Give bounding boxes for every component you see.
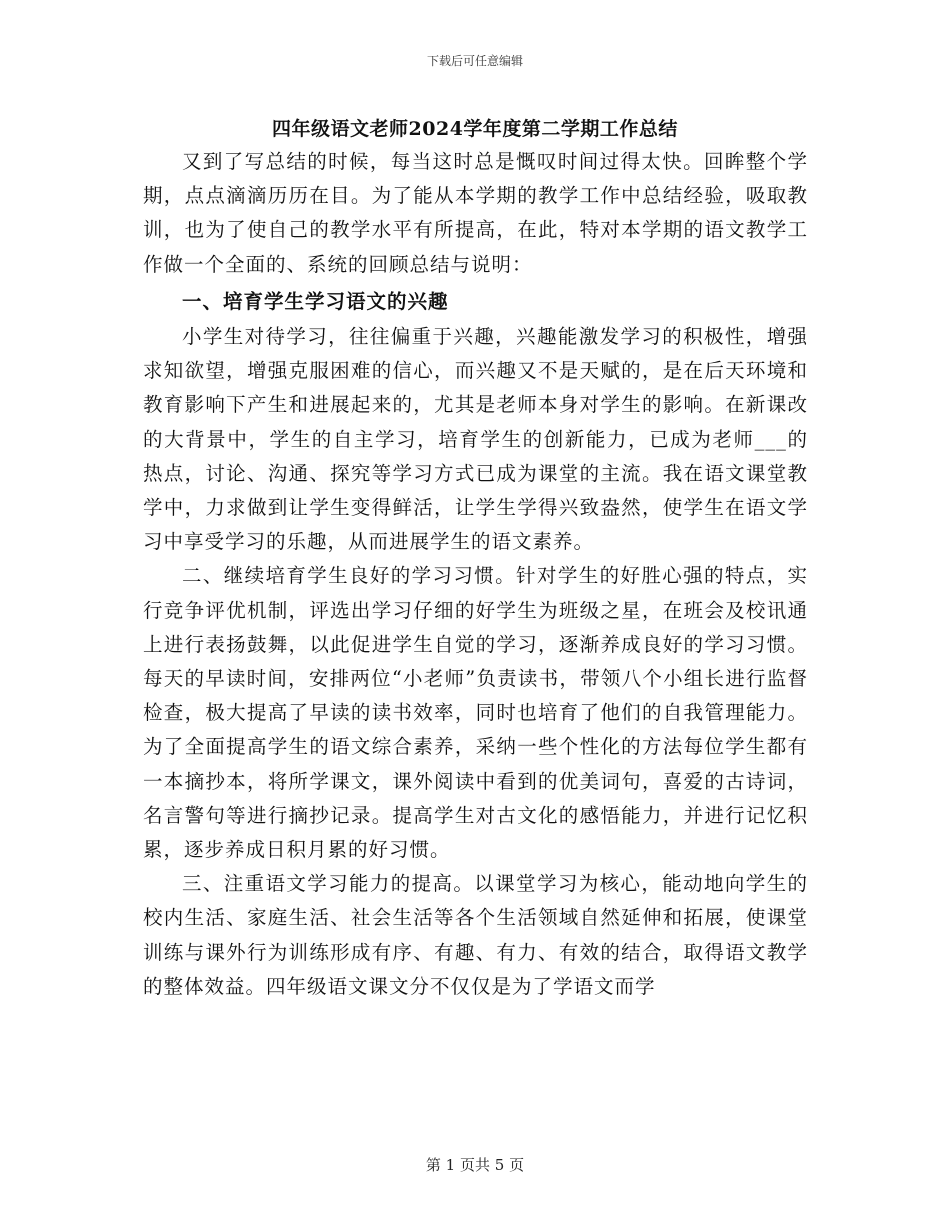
section-heading: 一、培育学生学习语文的兴趣 bbox=[182, 289, 449, 313]
page-header-note: 下载后可任意编辑 bbox=[426, 54, 523, 68]
document-body bbox=[143, 145, 808, 1004]
page-number-indicator: 第 1 页共 5 页 bbox=[425, 1156, 525, 1174]
intro-paragraph: 又到了写总结的时候，每当这时总是慨叹时间过得太快。回眸整个学期，点点滴滴历历在目。为了能从本学期的教学工作中总结经验，吸取教训，也为了使自己的教学水平有所提高，在此，特对本学期的语文教学工作做一个全面的、系统的回顾总结与说明： bbox=[143, 150, 808, 276]
body-paragraph: 三、注重语文学习能力的提高。以课堂学习为核心，能动地向学生的校内生活、家庭生活、社会生活等各个生活领域自然延伸和拓展，使课堂训练与课外行为训练形成有序、有趣、有力、有效的结合，取得语文教学的整体效益。四年级语文课文分不仅仅是为了学语文而学 bbox=[143, 872, 808, 998]
body-paragraph: 小学生对待学习，往往偏重于兴趣，兴趣能激发学习的积极性，增强求知欲望，增强克服困难的信心，而兴趣又不是天赋的，是在后天环境和教育影响下产生和进展起来的，尤其是老师本身对学生的影响。在新课改的大背景中，学生的自主学习，培育学生的创新能力，已成为老师___的热点，讨论、沟通、探究等学习方式已成为课堂的主流。我在语文课堂教学中，力求做到让学生变得鲜活，让学生学得兴致盎然，使学生在语文学习中享受学习的乐趣，从而进展学生的语文素养。 bbox=[143, 325, 808, 554]
body-paragraph: 二、继续培育学生良好的学习习惯。针对学生的好胜心强的特点，实行竞争评优机制，评选出学习仔细的好学生为班级之星，在班会及校讯通上进行表扬鼓舞，以此促进学生自觉的学习，逐渐养成良好的学习习惯。每天的早读时间，安排两位“小老师”负责读书，带领八个小组长进行监督检查，极大提高了早读的读书效率，同时也培育了他们的自我管理能力。为了全面提高学生的语文综合素养，采纳一些个性化的方法每位学生都有一本摘抄本，将所学课文，课外阅读中看到的优美词句，喜爱的古诗词，名言警句等进行摘抄记录。提高学生对古文化的感悟能力，并进行记忆积累，逐步养成日积月累的好习惯。 bbox=[143, 564, 808, 862]
document-title: 四年级语文老师2024学年度第二学期工作总结 bbox=[272, 118, 678, 140]
